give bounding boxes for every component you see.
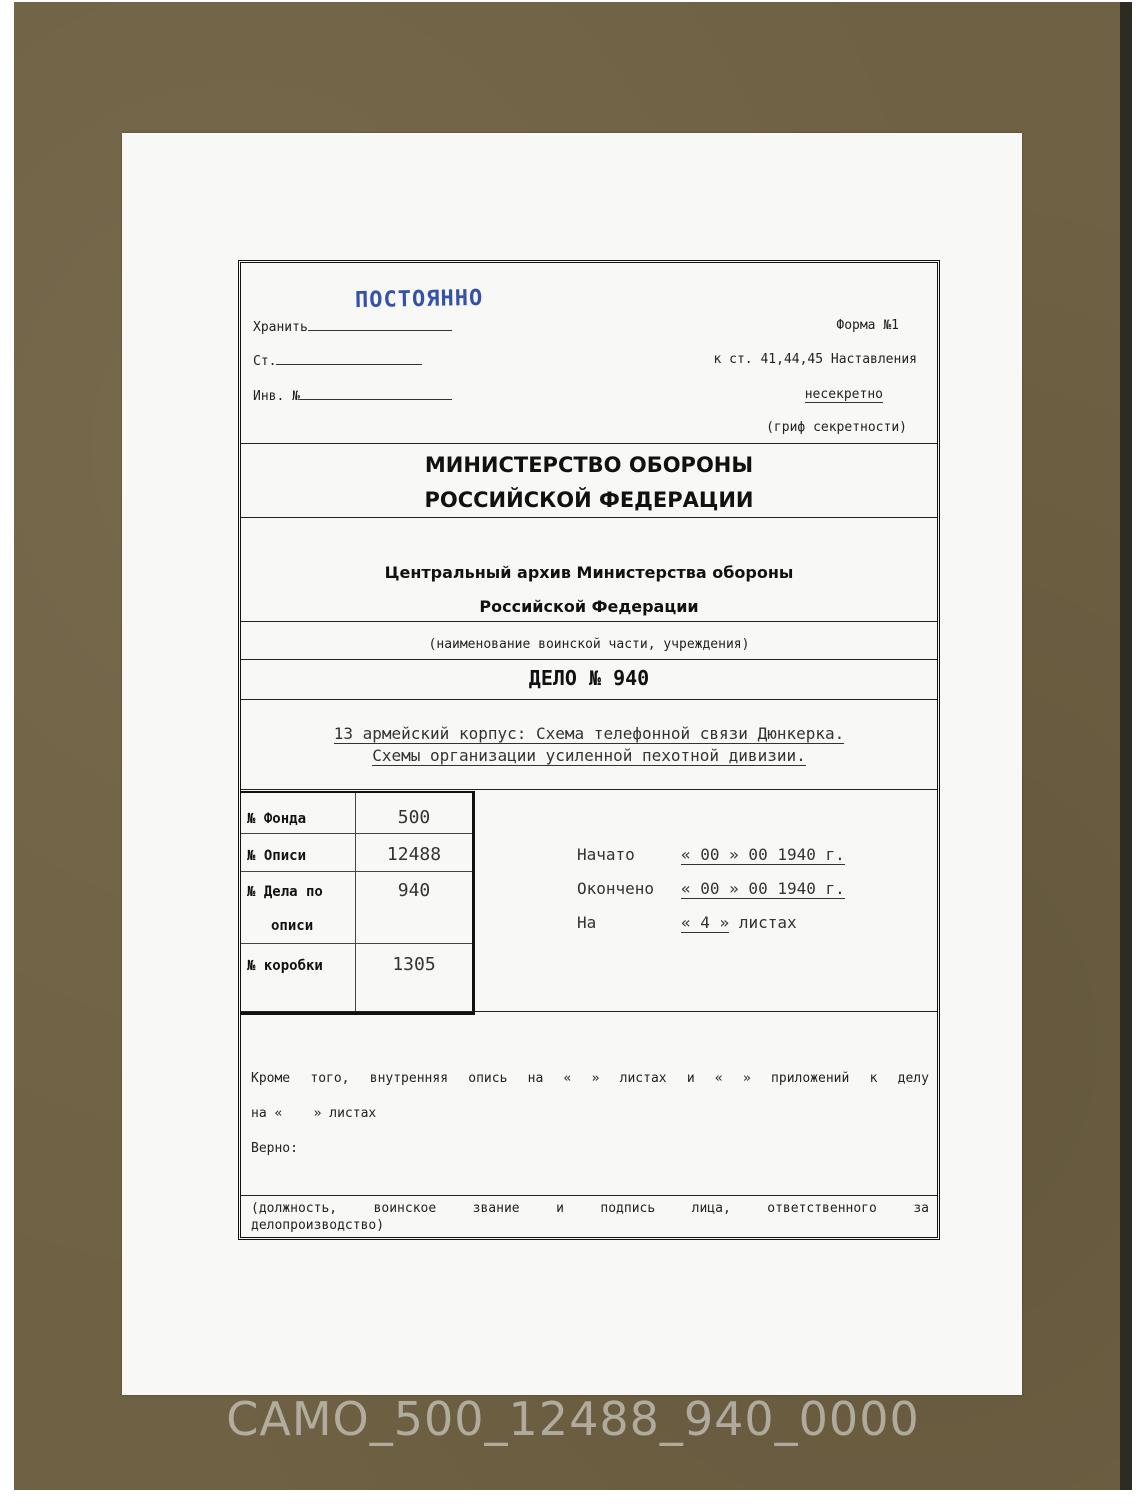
- ended-date-value: « 00 » 00 1940 г.: [681, 879, 845, 898]
- footer-word: и: [686, 1071, 695, 1086]
- archive-name-line2: Российской Федерации: [479, 597, 699, 616]
- opis-label: № Описи: [247, 848, 307, 864]
- secrecy-caption: (гриф секретности): [766, 420, 907, 435]
- fond-value: 500: [397, 807, 431, 828]
- footer-word: приложений: [771, 1071, 850, 1086]
- signature-caption-line2: делопроизводство): [251, 1218, 385, 1233]
- sheets-count: [681, 913, 797, 932]
- footer-word: к: [869, 1071, 878, 1086]
- delo-label: № Дела по: [247, 884, 323, 900]
- sheets-count-value: « 4 »: [681, 913, 730, 932]
- inventory-number-field: [253, 387, 452, 404]
- divider: [241, 517, 937, 518]
- divider: [241, 621, 937, 622]
- delo-value: 940: [397, 880, 431, 901]
- footer-word: «: [563, 1071, 572, 1086]
- box-label: № коробки: [247, 958, 323, 974]
- started-date-value: « 00 » 00 1940 г.: [681, 845, 845, 864]
- box-row: [241, 943, 472, 1014]
- signature-word: ответственного: [767, 1201, 877, 1216]
- fond-label: № Фонда: [247, 811, 307, 827]
- fond-row: [241, 793, 472, 831]
- case-number-title: ДЕЛО № 940: [528, 666, 650, 690]
- footer-word: «: [714, 1071, 723, 1086]
- article-label: Ст.: [253, 354, 277, 369]
- keep-label: Хранить: [253, 320, 308, 335]
- delo-label-cont: описи: [271, 918, 314, 934]
- divider: [241, 789, 937, 790]
- archive-watermark: CAMO_500_12488_940_0000: [226, 1392, 920, 1446]
- ministry-title-line1: МИНИСТЕРСТВО ОБОРОНЫ: [424, 453, 754, 477]
- case-cover-form: [238, 260, 940, 1240]
- footer-word: внутренняя: [369, 1071, 449, 1086]
- divider: [241, 659, 937, 660]
- archive-name-line1: Центральный архив Министерства обороны: [384, 563, 794, 582]
- opis-row: [241, 833, 472, 870]
- sheets-label: На: [577, 913, 597, 932]
- started-label: Начато: [577, 845, 635, 864]
- box-value: 1305: [392, 954, 436, 975]
- divider: [241, 1011, 937, 1012]
- archive-id-table: [241, 791, 475, 1015]
- delo-row: [241, 871, 472, 942]
- signature-word: воинское: [373, 1201, 437, 1216]
- ministry-title-line2: РОССИЙСКОЙ ФЕДЕРАЦИИ: [424, 488, 754, 512]
- signature-word: за: [913, 1201, 929, 1216]
- secrecy-level: несекретно: [804, 387, 883, 402]
- footer-word: того,: [310, 1071, 350, 1086]
- permanent-storage-stamp: ПОСТОЯННО: [354, 285, 484, 314]
- sheets-line: на « » листах: [251, 1106, 377, 1121]
- keep-field: [253, 318, 452, 335]
- footer-word: »: [591, 1071, 600, 1086]
- case-description-line2: [241, 745, 937, 767]
- instruction-reference: к ст. 41,44,45 Наставления: [713, 352, 917, 367]
- started-date: [681, 845, 845, 864]
- opis-value: 12488: [386, 844, 442, 865]
- folder-edge: [1120, 2, 1132, 1490]
- signature-word: (должность,: [251, 1201, 338, 1216]
- signature-word: лица,: [691, 1201, 731, 1216]
- divider: [241, 443, 937, 444]
- signature-word: и: [556, 1201, 564, 1216]
- signature-word: звание: [472, 1201, 520, 1216]
- footer-word: Кроме: [251, 1071, 291, 1086]
- sheets-suffix: листах: [738, 913, 797, 932]
- unit-name-caption: (наименование воинской части, учреждения): [428, 637, 750, 652]
- case-description-text2: Схемы организации усиленной пехотной дивизии.: [372, 746, 806, 765]
- footer-word: листах: [619, 1071, 667, 1086]
- footer-word: опись: [468, 1071, 508, 1086]
- signature-caption-line1: [251, 1201, 929, 1216]
- inventory-number-label: Инв. №: [253, 389, 300, 404]
- form-number: Форма №1: [836, 318, 899, 333]
- footer-word: делу: [897, 1071, 929, 1086]
- footer-word: »: [742, 1071, 751, 1086]
- divider: [241, 1195, 937, 1196]
- case-description-text1: 13 армейский корпус: Схема телефонной связи Дюнкерка.: [333, 724, 845, 743]
- ended-date: [681, 879, 845, 898]
- ended-label: Окончено: [577, 879, 655, 898]
- article-field: [253, 352, 422, 369]
- internal-inventory-line: [251, 1071, 929, 1086]
- footer-word: на: [527, 1071, 544, 1086]
- verified-label: Верно:: [251, 1141, 298, 1156]
- case-description-line1: [241, 723, 937, 745]
- divider: [241, 699, 937, 700]
- signature-word: подпись: [600, 1201, 656, 1216]
